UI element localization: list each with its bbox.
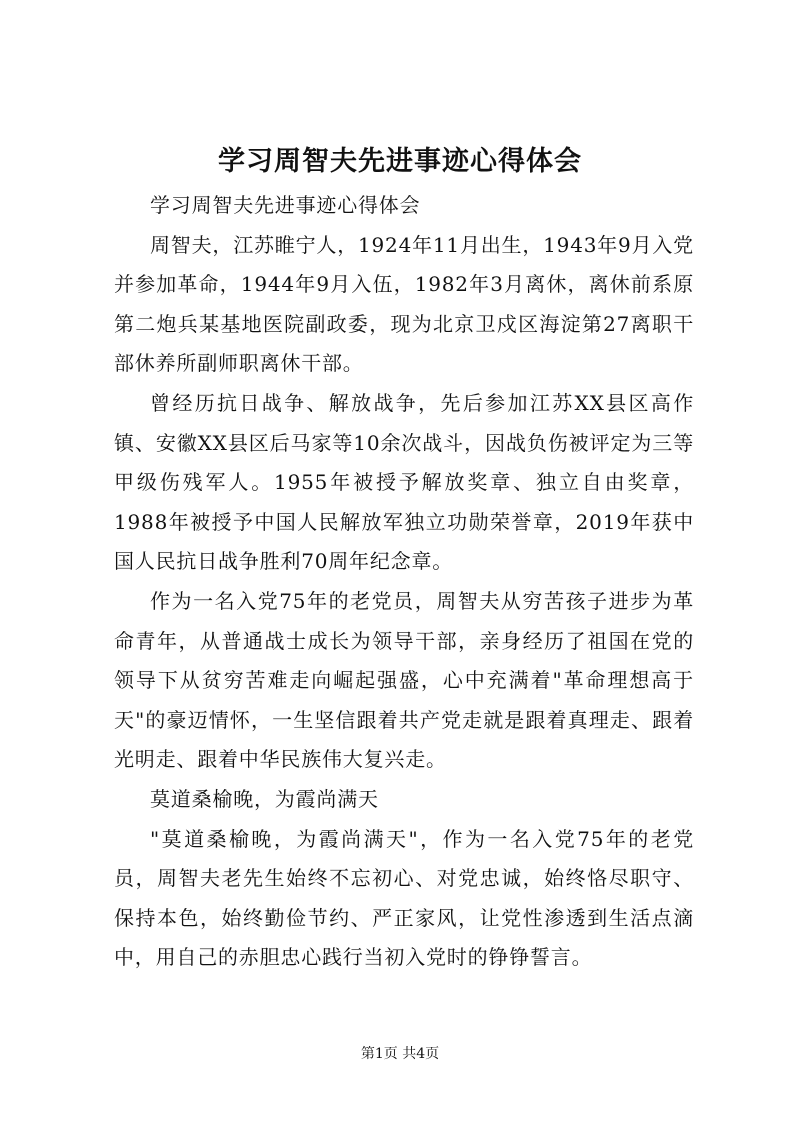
document-title: 学习周智夫先进事迹心得体会 <box>218 146 582 177</box>
page-footer: 第1页 共4页 <box>360 1046 440 1062</box>
paragraph-party-member: 作为一名入党75年的老党员，周智夫从穷苦孩子进步为革命青年，从普通战士成长为领导干部，亲身经历了祖国在党的领导下从贫穷苦难走向崛起强盛，心中充满着"革命理想高于天"的豪迈情怀，一生坚信跟着共产党走就是跟着真理走、跟着光明走、跟着中华民族伟大复兴走。 <box>114 588 694 772</box>
paragraph-biography: 周智夫，江苏睢宁人，1924年11月出生，1943年9月入党并参加革命，1944年9月入伍，1982年3月离休，离休前系原第二炮兵某基地医院副政委，现为北京卫戍区海淀第27离职干部休养所副师职离休干部。 <box>114 232 694 376</box>
paragraph-subtitle: 学习周智夫先进事迹心得体会 <box>150 193 421 217</box>
paragraph-military-service: 曾经历抗日战争、解放战争，先后参加江苏XX县区高作镇、安徽XX县区后马家等10余次战斗，因战负伤被评定为三等甲级伤残军人。1955年被授予解放奖章、独立自由奖章，1988年被授予中国人民解放军独立功勋荣誉章，2019年获中国人民抗日战争胜利70周年纪念章。 <box>114 390 695 574</box>
paragraph-conclusion: "莫道桑榆晚，为霞尚满天"，作为一名入党75年的老党员，周智夫老先生始终不忘初心、对党忠诚，始终恪尽职守、保持本色，始终勤俭节约、严正家风，让党性渗透到生活点滴中，用自己的赤胆忠心践行当初入党时的铮铮誓言。 <box>114 826 694 970</box>
document-body <box>114 186 694 978</box>
paragraph-section-heading: 莫道桑榆晚，为霞尚满天 <box>150 786 379 811</box>
